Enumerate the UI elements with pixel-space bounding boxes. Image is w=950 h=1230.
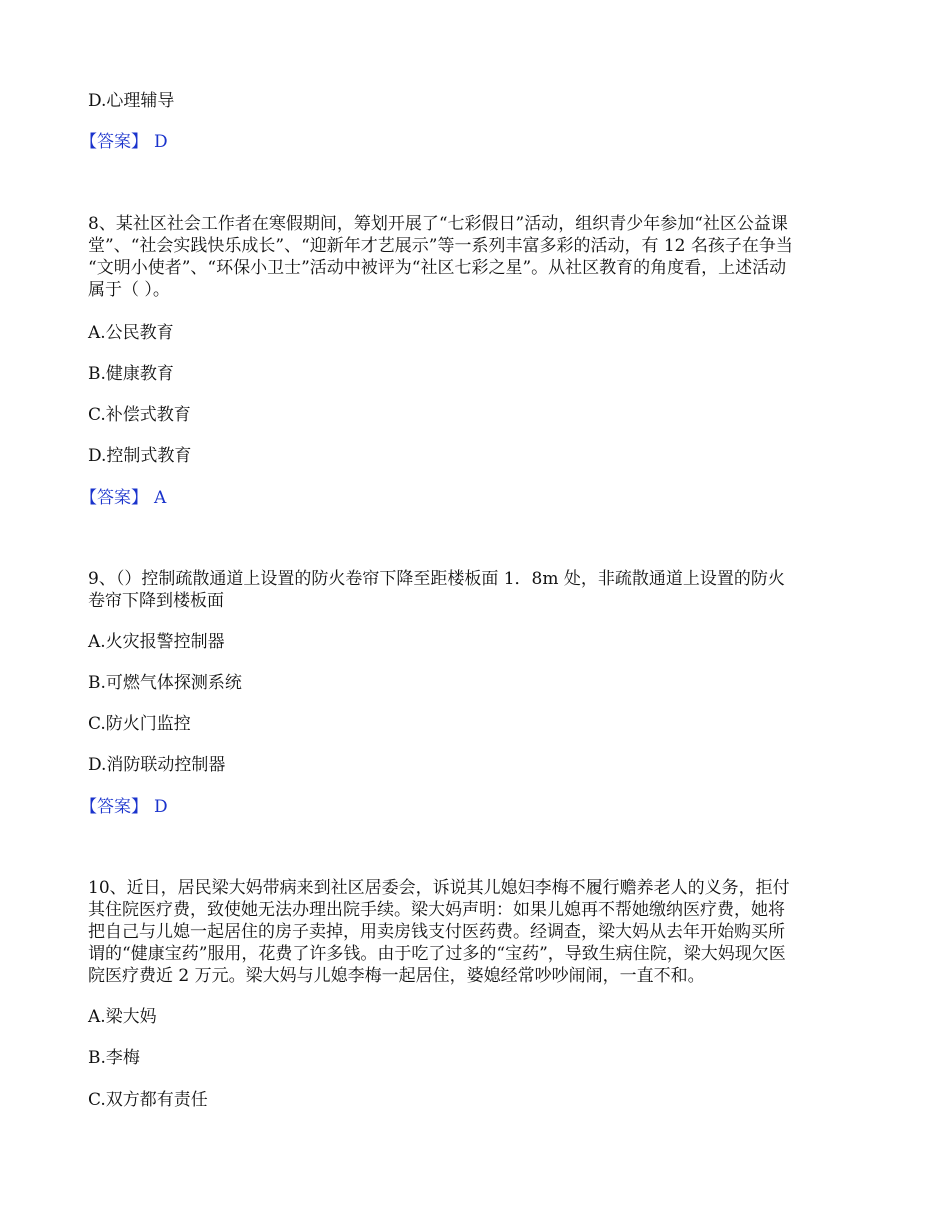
q10-stem-line: 谓的“健康宝药”服用，花费了许多钱。由于吃了过多的“宝药”，导致生病住院，梁大妈现欠医 (88, 944, 786, 964)
answer-label: 【答案】 (80, 797, 148, 817)
q8-stem-line: “文明小使者”、“环保小卫士”活动中被评为“社区七彩之星”。从社区教育的角度看，上述活动 (88, 258, 787, 278)
q8-stem (88, 213, 858, 301)
q9-option-b: B.可燃气体探测系统 (88, 673, 242, 693)
answer-value: A (154, 488, 167, 508)
answer-value: D (154, 132, 168, 152)
answer-label: 【答案】 (80, 488, 148, 508)
q9-option-d: D.消防联动控制器 (88, 755, 226, 775)
q8-option-c: C.补偿式教育 (88, 405, 191, 425)
q10-stem (88, 877, 858, 987)
q10-stem-line: 把自己与儿媳一起居住的房子卖掉，用卖房钱支付医药费。经调查，梁大妈从去年开始购买所 (88, 922, 785, 942)
q9-option-a: A.火灾报警控制器 (88, 632, 225, 652)
answer-value: D (154, 797, 168, 817)
q8-stem-line: 属于（ ）。 (88, 280, 170, 300)
answer-label: 【答案】 (80, 132, 148, 152)
q7-option-d: D.心理辅导 (88, 91, 175, 111)
q8-answer (80, 487, 166, 509)
q10-option-a: A.梁大妈 (88, 1007, 157, 1027)
q8-option-d: D.控制式教育 (88, 446, 192, 466)
q10-stem-line: 其住院医疗费，致使她无法办理出院手续。梁大妈声明：如果儿媳再不帮她缴纳医疗费，她将 (88, 900, 785, 920)
q10-option-c: C.双方都有责任 (88, 1090, 208, 1110)
q10-stem-line: 10、近日，居民梁大妈带病来到社区居委会，诉说其儿媳妇李梅不履行赡养老人的义务，拒付 (88, 878, 790, 898)
q10-option-b: B.李梅 (88, 1048, 140, 1068)
q8-option-b: B.健康教育 (88, 364, 174, 384)
q8-stem-line: 堂”、“社会实践快乐成长”、“迎新年才艺展示”等一系列丰富多彩的活动，有 12 名孩子在争当 (88, 236, 793, 256)
q7-answer (80, 131, 168, 153)
q9-stem-line: 9、（）控制疏散通道上设置的防火卷帘下降至距楼板面 1．8m 处，非疏散通道上设置的防火 (88, 569, 785, 589)
q10-stem-line: 院医疗费近 2 万元。梁大妈与儿媳李梅一起居住，婆媳经常吵吵闹闹，一直不和。 (88, 966, 705, 986)
q9-stem (88, 568, 858, 612)
q9-answer (80, 796, 168, 818)
q8-option-a: A.公民教育 (88, 323, 174, 343)
q8-stem-line: 8、某社区社会工作者在寒假期间，筹划开展了“七彩假日”活动，组织青少年参加“社区公益课 (88, 214, 788, 234)
q9-option-c: C.防火门监控 (88, 714, 191, 734)
q9-stem-line: 卷帘下降到楼板面 (88, 591, 224, 611)
